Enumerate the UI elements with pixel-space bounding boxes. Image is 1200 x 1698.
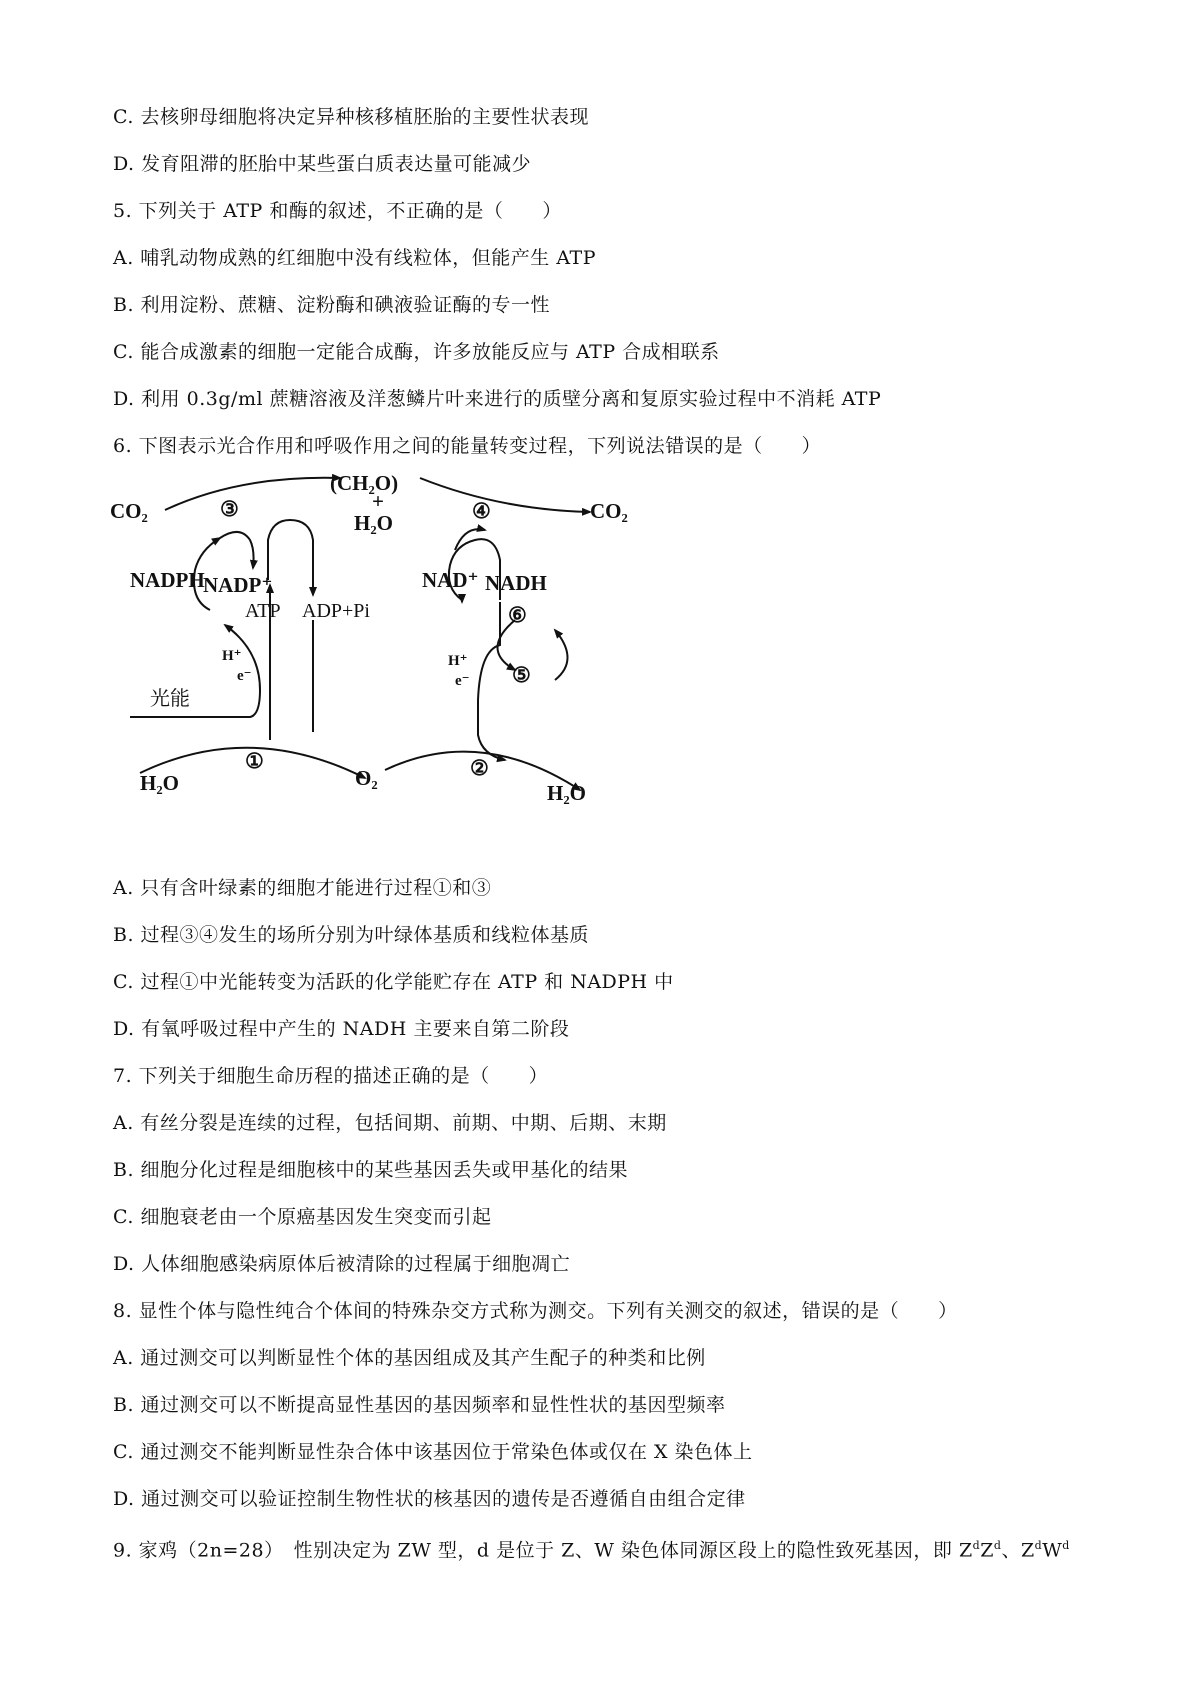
genotype-w: W [1042,1539,1063,1562]
label-process-2: ② [470,756,489,780]
q6-option-a: A. 只有含叶绿素的细胞才能进行过程①和③ [113,877,492,899]
label-light-energy: 光能 [150,688,190,710]
allele-d: d [1062,1539,1070,1552]
label-h2o-left: H₂O [140,771,179,795]
allele-d: d [1034,1539,1043,1552]
label-nad: NAD⁺ [422,568,479,592]
label-nadp: NADP⁺ [203,573,273,597]
cycle-5-to-6 [555,630,568,680]
label-h2o-right: H₂O [547,781,586,805]
q6-option-b: B. 过程③④发生的场所分别为叶绿体基质和线粒体基质 [113,924,590,946]
allele-d: d [993,1539,1002,1552]
label-ch2o: (CH₂O) [330,471,399,495]
q7-option-c: C. 细胞衰老由一个原癌基因发生突变而引起 [113,1206,492,1228]
genotype-z: Z [958,1539,973,1562]
q8-option-a: A. 通过测交可以判断显性个体的基因组成及其产生配子的种类和比例 [113,1347,706,1369]
q7-option-d: D. 人体细胞感染病原体后被清除的过程属于细胞凋亡 [113,1253,571,1275]
genotype-z: Z [1020,1539,1035,1562]
separator: 、 [1001,1539,1021,1562]
label-nadph: NADPH [130,568,205,592]
label-process-3: ③ [220,497,239,521]
label-process-6: ⑥ [508,603,527,627]
arc-ch2o-to-co2 [420,478,590,512]
q6-option-c: C. 过程①中光能转变为活跃的化学能贮存在 ATP 和 NADPH 中 [113,971,674,993]
label-atp: ATP [245,600,281,622]
nadph-cycle-top [220,532,254,568]
label-o2: O₂ [355,766,378,790]
label-co2-left: CO₂ [110,499,148,523]
line-c-q4: C. 去核卵母细胞将决定异种核移植胚胎的主要性状表现 [113,106,589,128]
label-adp-pi: ADP+Pi [302,600,370,622]
arc-co2-to-ch2o [165,478,340,510]
label-co2-right: CO₂ [590,499,628,523]
label-process-4: ④ [472,499,491,523]
label-plus: + [372,489,384,513]
question-7: 7. 下列关于细胞生命历程的描述正确的是（ ） [113,1065,549,1087]
label-e-left: e⁻ [237,668,252,684]
question-5: 5. 下列关于 ATP 和酶的叙述，不正确的是（ ） [113,200,562,222]
q8-option-d: D. 通过测交可以验证控制生物性状的核基因的遗传是否遵循自由组合定律 [113,1488,746,1510]
q9-text: 9. 家鸡（2n=28） 性别决定为 ZW 型，d 是位于 Z、W 染色体同源区段上的隐性致死基因，即 [113,1539,959,1562]
label-h-left: H⁺ [222,648,242,664]
atp-loop [268,520,313,595]
line-d-q4: D. 发育阻滞的胚胎中某些蛋白质表达量可能减少 [113,153,532,175]
q5-option-c: C. 能合成激素的细胞一定能合成酶，许多放能反应与 ATP 合成相联系 [113,341,720,363]
energy-conversion-diagram [110,470,670,860]
q7-option-b: B. 细胞分化过程是细胞核中的某些基因丢失或甲基化的结果 [113,1159,629,1181]
q8-option-b: B. 通过测交可以不断提高显性基因的基因频率和显性性状的基因型频率 [113,1394,726,1416]
question-6: 6. 下图表示光合作用和呼吸作用之间的能量转变过程，下列说法错误的是（ ） [113,435,822,457]
q5-option-b: B. 利用淀粉、蔗糖、淀粉酶和碘液验证酶的专一性 [113,294,551,316]
label-h-right: H⁺ [448,653,468,669]
label-process-1: ① [245,749,264,773]
right-vertical [478,602,505,760]
q8-option-c: C. 通过测交不能判断显性杂合体中该基因位于常染色体或仅在 X 染色体上 [113,1441,753,1463]
genotype-z: Z [980,1539,994,1562]
question-9 [113,1533,1070,1563]
allele-d: d [972,1539,981,1552]
label-e-right: e⁻ [455,673,470,689]
label-h2o-top: H₂O [354,511,393,535]
q7-option-a: A. 有丝分裂是连续的过程，包括间期、前期、中期、后期、末期 [113,1112,667,1134]
q5-option-a: A. 哺乳动物成熟的红细胞中没有线粒体，但能产生 ATP [113,247,596,269]
q5-option-d: D. 利用 0.3g/ml 蔗糖溶液及洋葱鳞片叶来进行的质壁分离和复原实验过程中不消耗 ATP [113,388,882,410]
q6-option-d: D. 有氧呼吸过程中产生的 NADH 主要来自第二阶段 [113,1018,570,1040]
question-8: 8. 显性个体与隐性纯合个体间的特殊杂交方式称为测交。下列有关测交的叙述，错误的是（ ） [113,1300,958,1322]
label-process-5: ⑤ [512,663,531,687]
label-nadh: NADH [485,571,547,595]
